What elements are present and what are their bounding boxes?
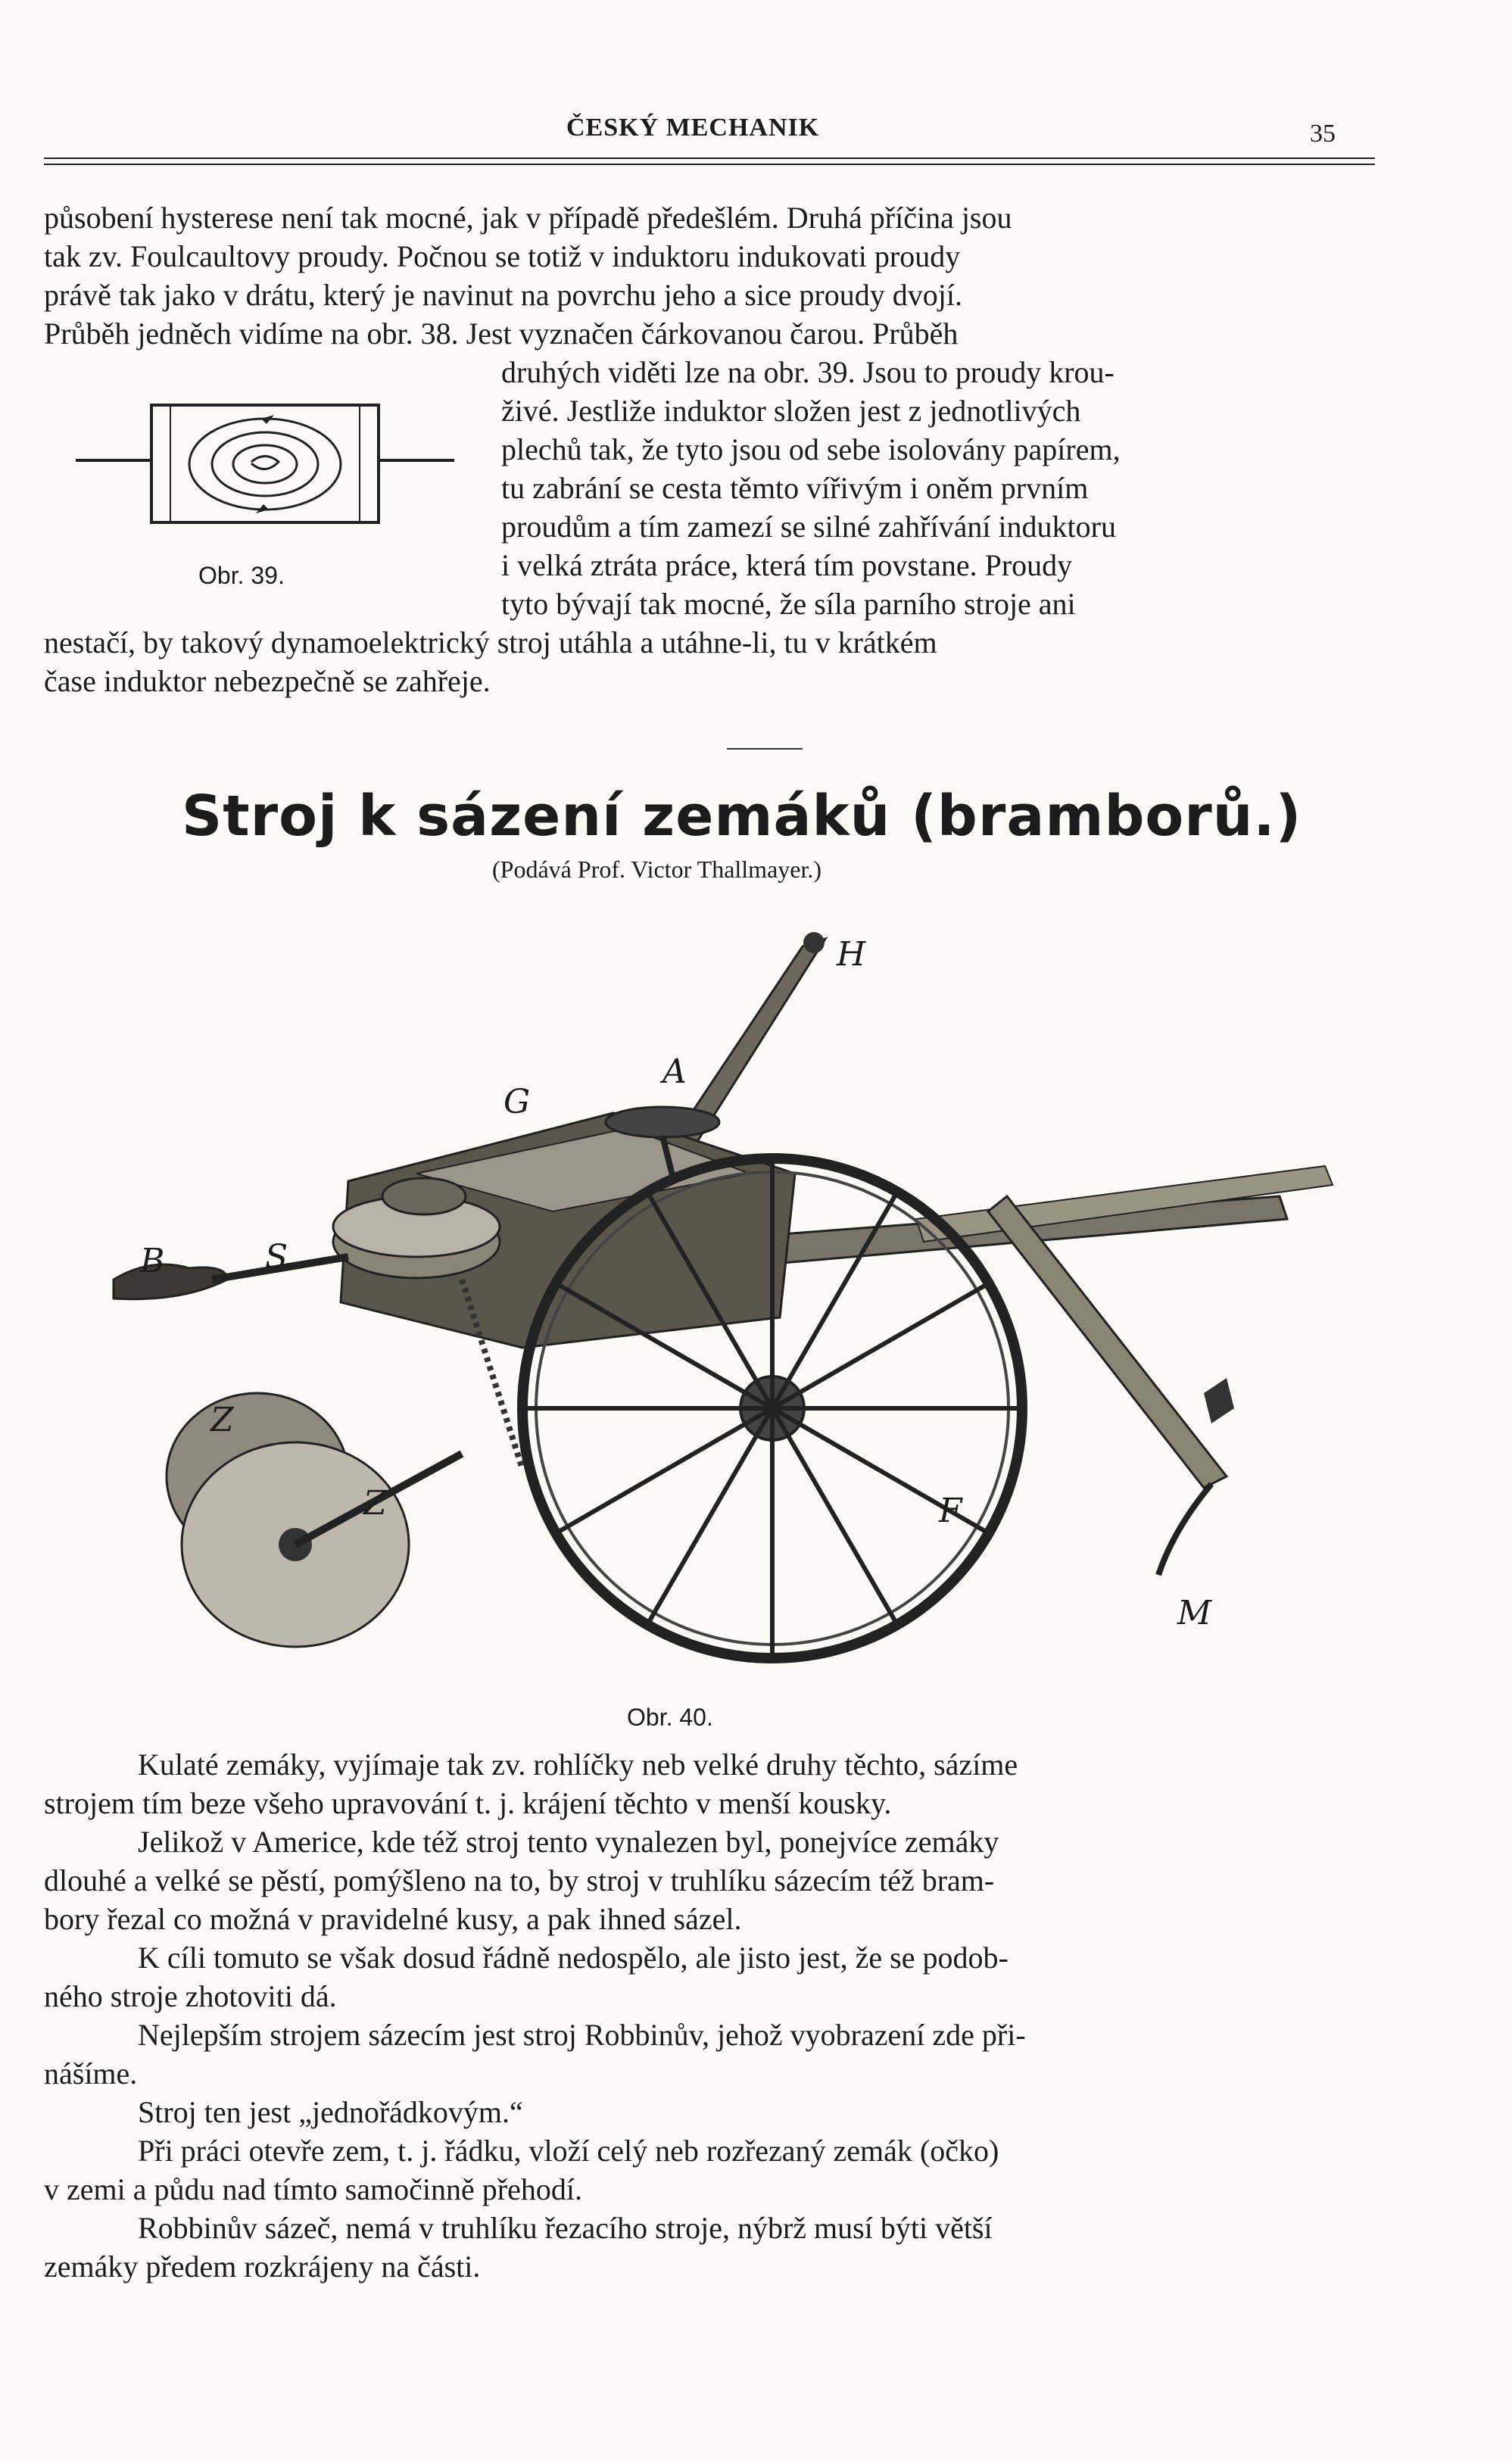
text-line: Průběh jedněch vidíme na obr. 38. Jest vyznačen čárkovanou čarou. Průběh (44, 316, 959, 351)
text-line: v zemi a půdu nad tímto samočinně přehodí. (44, 2172, 582, 2206)
running-title: ČESKÝ MECHANIK (566, 114, 820, 142)
text-line: i velká ztráta práce, která tím povstane. Proudy (501, 548, 1073, 582)
text-line: proudům a tím zamezí se silné zahřívání induktoru (501, 510, 1116, 544)
text-line: živé. Jestliže induktor složen jest z jednotlivých (501, 394, 1081, 428)
text-line: právě tak jako v drátu, který je navinut na povrchu jeho a sice proudy dvojí. (44, 278, 962, 312)
text-line: ného stroje zhotoviti dá. (44, 1979, 337, 2013)
paragraph-1 (44, 198, 1375, 353)
body-text (44, 1745, 1375, 2286)
text-line: bory řezal co možná v pravidelné kusy, a pak ihned sázel. (44, 1902, 742, 1936)
paragraph-1-tail (44, 623, 1375, 700)
figure-40-label-f: F (939, 1492, 962, 1530)
figure-40-label-z2: Z (363, 1484, 387, 1523)
text-line: nášíme. (44, 2056, 138, 2090)
text-line: tyto bývají tak mocné, že síla parního stroje ani (501, 587, 1076, 621)
page-number: 35 (1310, 120, 1336, 148)
text-line: nestačí, by takový dynamoelektrický stroj utáhla a utáhne-li, tu v krátkém (44, 625, 937, 659)
text-line: čase induktor nebezpečně se zahřeje. (44, 664, 491, 698)
text-line: Při práci otevře zem, t. j. řádku, vloží celý neb rozřezaný zemák (očko) (138, 2134, 999, 2168)
paragraph-1-wrap (501, 353, 1375, 623)
figure-40-label-h: H (837, 935, 866, 974)
text-line: tu zabrání se cesta těmto vířivým i oněm prvním (501, 471, 1089, 505)
text-line: Kulaté zemáky, vyjímaje tak zv. rohlíčky neb velké druhy těchto, sázíme (138, 1747, 1018, 1782)
figure-40-label-z1: Z (210, 1401, 234, 1439)
section-separator (727, 748, 803, 750)
text-line: Nejlepším strojem sázecím jest stroj Robbinův, jehož vyobrazení zde při- (138, 2018, 1026, 2052)
text-line: strojem tím beze všeho upravování t. j. krájení těchto v menší kousky. (44, 1786, 892, 1820)
figure-40-label-a: A (662, 1052, 687, 1091)
figure-39-caption: Obr. 39. (198, 562, 285, 589)
figure-40-label-g: G (503, 1083, 531, 1121)
text-line: Jelikož v Americe, kde též stroj tento vynalezen byl, ponejvíce zemáky (138, 1825, 999, 1859)
text-line: zemáky předem rozkrájeny na části. (44, 2249, 481, 2284)
article-byline: (Podává Prof. Victor Thallmayer.) (492, 856, 822, 883)
figure-40-illustration (98, 924, 1370, 1681)
text-line: tak zv. Foulcaultovy proudy. Počnou se totiž v induktoru indukovati proudy (44, 239, 961, 273)
figure-40-label-m: M (1177, 1594, 1212, 1632)
text-line: Robbinův sázeč, nemá v truhlíku řezacího stroje, nýbrž musí býti větší (138, 2211, 993, 2245)
header-rule-top (44, 157, 1375, 159)
text-line: působení hysterese není tak mocné, jak v případě předešlém. Druhá příčina jsou (44, 201, 1012, 235)
figure-40-label-b: B (140, 1242, 165, 1280)
text-line: plechů tak, že tyto jsou od sebe isolovány papírem, (501, 432, 1121, 466)
text-line: dlouhé a velké se pěstí, pomýšleno na to, by stroj v truhlíku sázecím též bram- (44, 1863, 995, 1897)
text-line: Stroj ten jest „jednořádkovým.“ (138, 2095, 523, 2129)
text-line: K cíli tomuto se však dosud řádně nedospělo, ale jisto jest, že se podob- (138, 1941, 1009, 1975)
figure-40-label-s: S (265, 1238, 288, 1277)
text-line: druhých viděti lze na obr. 39. Jsou to proudy krou- (501, 355, 1115, 389)
header-rule-bottom (44, 164, 1375, 165)
figure-40-caption: Obr. 40. (627, 1704, 713, 1731)
article-title: Stroj k sázení zemáků (bramborů.) (182, 784, 1302, 849)
figure-39-diagram (76, 394, 454, 560)
running-head (0, 114, 1512, 151)
